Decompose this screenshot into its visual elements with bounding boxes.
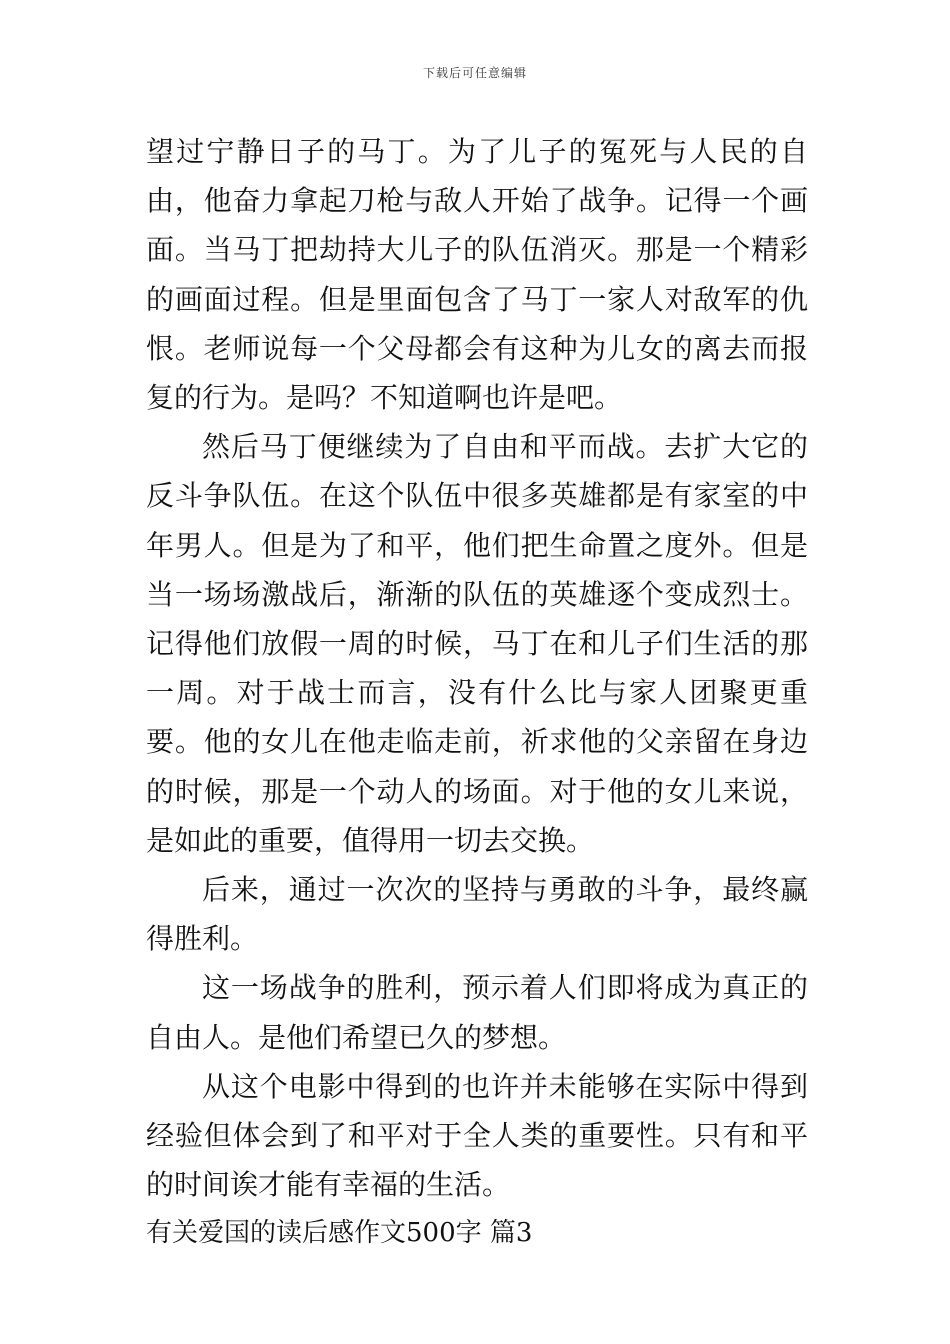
paragraph-5: 从这个电影中得到的也许并未能够在实际中得到经验但体会到了和平对于全人类的重要性。只有和平的时间诶才能有幸福的生活。 (146, 1069, 808, 1202)
paragraph-4: 这一场战争的胜利，预示着人们即将成为真正的自由人。是他们希望已久的梦想。 (146, 971, 808, 1054)
paragraph-3: 后来，通过一次次的坚持与勇敢的斗争，最终赢得胜利。 (146, 873, 808, 956)
paragraph-1: 望过宁静日子的马丁。为了儿子的冤死与人民的自由，他奋力拿起刀枪与敌人开始了战争。记得一个画面。当马丁把劫持大儿子的队伍消灭。那是一个精彩的画面过程。但是里面包含了马丁一家人对敌军的仇恨。老师说每一个父母都会有这种为儿女的离去而报复的行为。是吗？不知道啊也许是吧。 (146, 135, 808, 415)
paragraph-2: 然后马丁便继续为了自由和平而战。去扩大它的反斗争队伍。在这个队伍中很多英雄都是有家室的中年男人。但是为了和平，他们把生命置之度外。但是当一场场激战后，渐渐的队伍的英雄逐个变成烈士。记得他们放假一周的时候，马丁在和儿子们生活的那一周。对于战士而言，没有什么比与家人团聚更重要。他的女儿在他走临走前，祈求他的父亲留在身边的时候，那是一个动人的场面。对于他的女儿来说，是如此的重要，值得用一切去交换。 (146, 430, 808, 857)
page-header-note: 下载后可任意编辑 (422, 66, 527, 80)
section-heading: 有关爱国的读后感作文500字 篇3 (146, 1218, 533, 1249)
document-body (146, 127, 808, 1259)
